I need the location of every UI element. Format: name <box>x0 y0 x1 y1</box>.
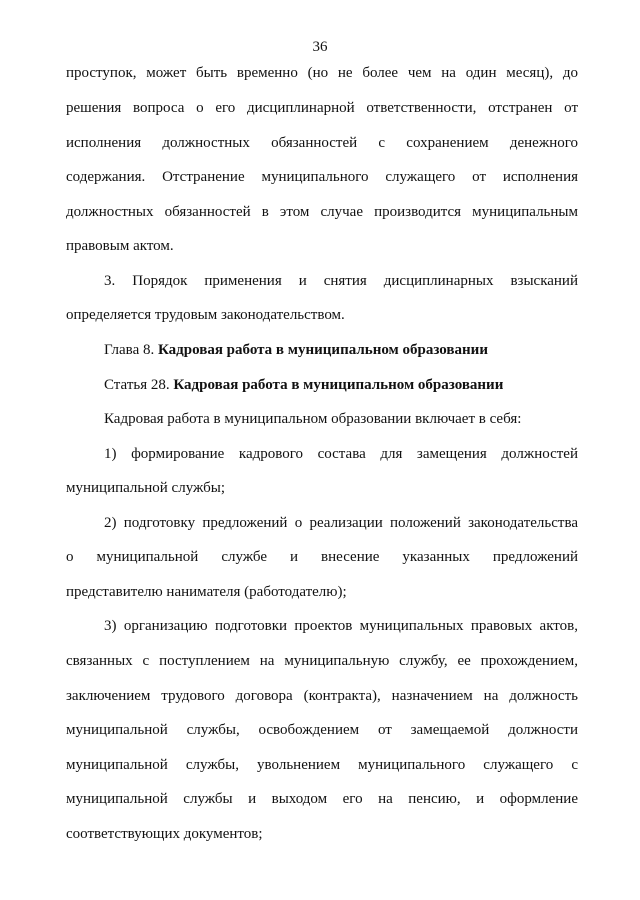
text-line: муниципальной службы, увольнением муниципального служащего с <box>66 757 578 773</box>
text-line: Кадровая работа в муниципальном образовании включает в себя: <box>104 411 522 427</box>
chapter-prefix: Глава 8. <box>104 342 158 358</box>
text-line: проступок, может быть временно (но не более чем на один месяц), до <box>66 65 578 81</box>
text-line: правовым актом. <box>66 238 174 254</box>
text-line: соответствующих документов; <box>66 826 263 842</box>
article-title: Кадровая работа в муниципальном образовании <box>173 377 504 393</box>
page-number: 36 <box>312 39 328 55</box>
text-line: муниципальной службы; <box>66 480 226 496</box>
text-line: должностных обязанностей в этом случае производится муниципальным <box>66 204 578 220</box>
text-line: исполнения должностных обязанностей с сохранением денежного <box>66 135 578 151</box>
text-line: определяется трудовым законодательством. <box>66 307 345 323</box>
text-line: представителю нанимателя (работодателю); <box>66 584 347 600</box>
text-line: связанных с поступлением на муниципальную службу, ее прохождением, <box>66 653 578 669</box>
text-line: решения вопроса о его дисциплинарной ответственности, отстранен от <box>66 100 578 116</box>
text-line: о муниципальной службе и внесение указанных предложений <box>66 549 578 565</box>
text-line: муниципальной службы, освобождением от замещаемой должности <box>66 722 578 738</box>
text-line: 3. Порядок применения и снятия дисциплинарных взысканий <box>104 273 578 289</box>
chapter-heading <box>104 341 616 359</box>
text-line: 3) организацию подготовки проектов муниципальных правовых актов, <box>104 618 578 634</box>
article-heading <box>104 376 616 394</box>
text-line: заключением трудового договора (контракта), назначением на должность <box>66 688 578 704</box>
chapter-title: Кадровая работа в муниципальном образовании <box>157 342 488 358</box>
article-prefix: Статья 28. <box>104 377 174 393</box>
text-line: содержания. Отстранение муниципального служащего от исполнения <box>66 169 578 185</box>
text-line: муниципальной службы и выходом его на пенсию, и оформление <box>66 791 578 807</box>
text-line: 1) формирование кадрового состава для замещения должностей <box>104 446 578 462</box>
text-line: 2) подготовку предложений о реализации положений законодательства <box>104 515 578 531</box>
